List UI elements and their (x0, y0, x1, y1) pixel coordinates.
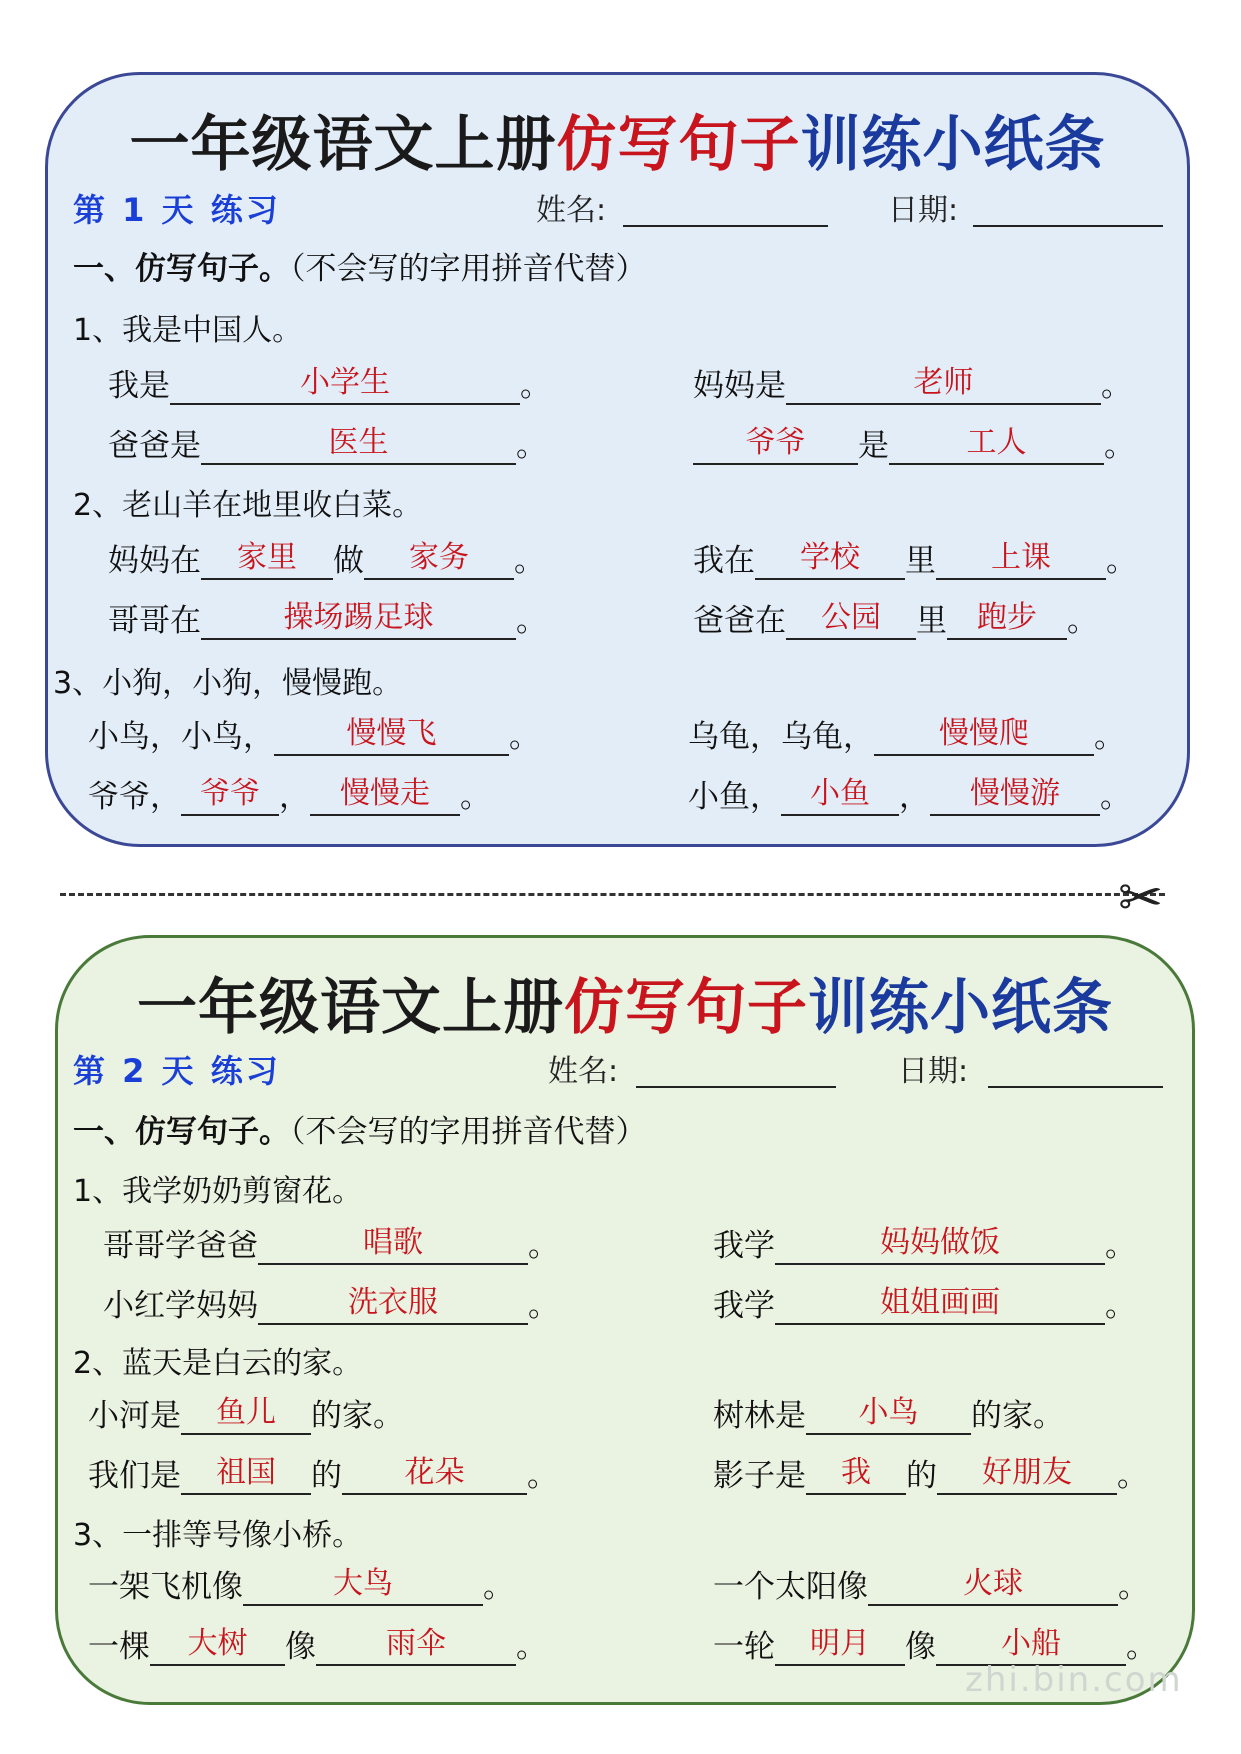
answer-blank[interactable]: 慢慢走 (310, 774, 460, 816)
answer-blank[interactable]: 慢慢飞 (274, 714, 509, 756)
sentence-row: 妈妈是 老师 。 (693, 365, 1132, 404)
sentence-row: 爷爷 是 工人 。 (693, 420, 1135, 465)
answer-blank[interactable]: 爷爷 (693, 423, 858, 465)
answer-blank[interactable]: 小鱼 (781, 774, 899, 816)
question-1: 1、我学奶奶剪窗花。 (73, 1174, 363, 1209)
sentence-row: 一个太阳像 火球 。 (713, 1566, 1149, 1605)
sentence-row: 影子是 我 的 好朋友 。 (713, 1455, 1148, 1494)
sentence-row: 小鸟，小鸟， 慢慢飞 。 (88, 716, 540, 755)
answer-blank[interactable]: 小船 (936, 1624, 1126, 1666)
answer-blank[interactable]: 操场踢足球 (201, 598, 516, 640)
answer-blank[interactable]: 姐姐画画 (775, 1283, 1105, 1325)
worksheet-title: 一年级语文上册仿写句子训练小纸条 (137, 973, 1113, 1043)
sentence-row: 树林是 小鸟 的家。 (713, 1395, 1064, 1434)
question-2: 2、蓝天是白云的家。 (73, 1346, 363, 1381)
answer-blank[interactable]: 火球 (868, 1564, 1118, 1606)
name-field[interactable] (623, 225, 828, 227)
sentence-row: 小鱼， 小鱼 ， 慢慢游 。 (688, 776, 1131, 815)
worksheet-title: 一年级语文上册仿写句子训练小纸条 (129, 110, 1106, 180)
day-label: 第 2 天 练习 (73, 1052, 281, 1090)
sentence-row: 小红学妈妈 洗衣服 。 (103, 1285, 559, 1324)
watermark: zhi.bin.com (965, 1660, 1183, 1700)
sentence-row: 一轮 明月 像 小船 。 (713, 1626, 1157, 1665)
answer-blank[interactable]: 家务 (364, 538, 514, 580)
sentence-row: 我学 妈妈做饭 。 (713, 1225, 1136, 1264)
question-3: 3、小狗，小狗，慢慢跑。 (53, 666, 403, 701)
sentence-row: 一棵 大树 像 雨伞 。 (88, 1626, 547, 1665)
day-label: 第 1 天 练习 (73, 191, 281, 229)
sentence-row: 爷爷， 爷爷 ， 慢慢走 。 (88, 776, 491, 815)
date-field[interactable] (988, 1086, 1163, 1088)
answer-blank[interactable]: 好朋友 (937, 1453, 1117, 1495)
answer-blank[interactable]: 大树 (150, 1624, 285, 1666)
answer-blank[interactable]: 慢慢游 (930, 774, 1100, 816)
answer-blank[interactable]: 我 (806, 1453, 906, 1495)
answer-blank[interactable]: 大鸟 (243, 1564, 483, 1606)
question-2: 2、老山羊在地里收白菜。 (73, 488, 423, 523)
date-label: 日期: (888, 193, 959, 228)
sentence-row: 我们是 祖国 的 花朵 。 (88, 1455, 558, 1494)
answer-blank[interactable]: 明月 (775, 1624, 905, 1666)
sentence-row: 妈妈在 家里 做 家务 。 (108, 540, 545, 579)
cut-line (60, 893, 1165, 896)
answer-blank[interactable]: 妈妈做饭 (775, 1223, 1105, 1265)
scissors-icon: ✂ (1118, 866, 1164, 929)
answer-blank[interactable]: 祖国 (181, 1453, 311, 1495)
answer-blank[interactable]: 鱼儿 (181, 1393, 311, 1435)
answer-blank[interactable]: 花朵 (342, 1453, 527, 1495)
answer-blank[interactable]: 小鸟 (806, 1393, 971, 1435)
sentence-row: 哥哥学爸爸 唱歌 。 (103, 1225, 559, 1264)
date-field[interactable] (973, 225, 1163, 227)
question-1: 1、我是中国人。 (73, 313, 303, 348)
sentence-row: 我在 学校 里 上课 。 (693, 540, 1137, 579)
answer-blank[interactable]: 唱歌 (258, 1223, 528, 1265)
date-label: 日期: (898, 1054, 969, 1089)
name-label: 姓名: (536, 193, 607, 228)
worksheet-card-day1 (45, 72, 1190, 847)
sentence-row: 小河是 鱼儿 的家。 (88, 1395, 404, 1434)
section-title: 一、仿写句子。（不会写的字用拼音代替） (73, 251, 647, 287)
sentence-row: 一架飞机像 大鸟 。 (88, 1566, 514, 1605)
answer-blank[interactable]: 工人 (889, 423, 1104, 465)
sentence-row: 爸爸在 公园 里 跑步 。 (693, 600, 1098, 639)
answer-blank[interactable]: 洗衣服 (258, 1283, 528, 1325)
sentence-row: 哥哥在 操场踢足球 。 (108, 600, 547, 639)
answer-blank[interactable]: 公园 (786, 598, 916, 640)
answer-blank[interactable]: 跑步 (947, 598, 1067, 640)
question-3: 3、一排等号像小桥。 (73, 1518, 363, 1553)
worksheet-card-day2 (55, 935, 1195, 1705)
name-field[interactable] (636, 1086, 836, 1088)
sentence-row: 我学 姐姐画画 。 (713, 1285, 1136, 1324)
answer-blank[interactable]: 老师 (786, 363, 1101, 405)
answer-blank[interactable]: 慢慢爬 (874, 714, 1094, 756)
name-label: 姓名: (548, 1054, 619, 1089)
answer-blank[interactable]: 小学生 (170, 363, 520, 405)
answer-blank[interactable]: 上课 (936, 538, 1106, 580)
answer-blank[interactable]: 雨伞 (316, 1624, 516, 1666)
answer-blank[interactable]: 家里 (201, 538, 333, 580)
sentence-row: 爸爸是 医生 。 (108, 425, 547, 464)
answer-blank[interactable]: 医生 (201, 423, 516, 465)
section-title: 一、仿写句子。（不会写的字用拼音代替） (73, 1114, 647, 1150)
sentence-row: 乌龟，乌龟， 慢慢爬 。 (688, 716, 1125, 755)
sentence-row: 我是 小学生 。 (108, 365, 551, 404)
answer-blank[interactable]: 学校 (755, 538, 905, 580)
answer-blank[interactable]: 爷爷 (181, 774, 279, 816)
